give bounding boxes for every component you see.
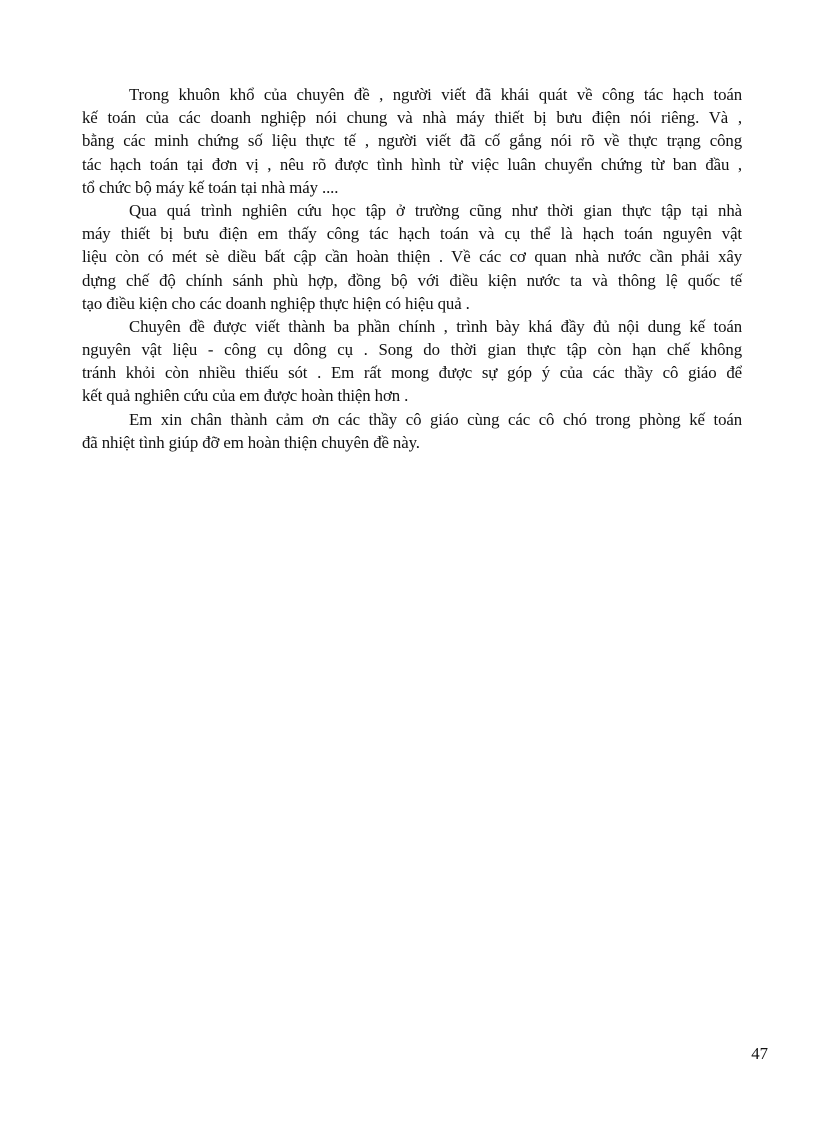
- paragraph-line: đã nhiệt tình giúp đỡ em hoàn thiện chuyên đề này.: [82, 432, 420, 452]
- paragraph-line: Chuyên đề được viết thành ba phần chính , trình bày khá đầy đủ nội dung kế toán: [129, 316, 742, 336]
- paragraph-2: [82, 199, 742, 315]
- paragraph-4: [82, 408, 742, 454]
- paragraph-line: dựng chế độ chính sánh phù hợp, đồng bộ với điều kiện nước ta và thông lệ quốc tế: [82, 270, 742, 290]
- paragraph-1: [82, 83, 742, 199]
- paragraph-line: máy thiết bị bưu điện em thấy công tác hạch toán và cụ thể là hạch toán nguyên vật: [82, 224, 742, 244]
- page-number: 47: [751, 1044, 768, 1063]
- paragraph-line: Qua quá trình nghiên cứu học tập ở trường cũng như thời gian thực tập tại nhà: [129, 200, 742, 220]
- paragraph-line: kết quả nghiên cứu của em được hoàn thiện hơn .: [82, 386, 409, 406]
- paragraph-line: Em xin chân thành cảm ơn các thầy cô giáo cùng các cô chó trong phòng kế toán: [129, 409, 742, 429]
- paragraph-line: tạo điều kiện cho các doanh nghiệp thực hiện có hiệu quả .: [82, 293, 470, 313]
- paragraph-line: tránh khỏi còn nhiều thiếu sót . Em rất mong được sự góp ý của các thầy cô giáo để: [82, 363, 742, 383]
- paragraph-line: tác hạch toán tại đơn vị , nêu rõ được tình hình từ việc luân chuyển chứng từ ban đầu ,: [82, 154, 742, 174]
- paragraph-line: bằng các minh chứng số liệu thực tế , người viết đã cố gắng nói rõ về thực trạng công: [82, 131, 742, 151]
- paragraph-3: [82, 315, 742, 408]
- paragraph-line: tổ chức bộ máy kế toán tại nhà máy ....: [82, 177, 339, 197]
- paragraph-line: Trong khuôn khổ của chuyên đề , người viết đã khái quát về công tác hạch toán: [129, 85, 742, 104]
- document-body: [82, 83, 742, 454]
- paragraph-line: kế toán của các doanh nghiệp nói chung và nhà máy thiết bị bưu điện nói riêng. Và ,: [82, 108, 742, 128]
- paragraph-line: nguyên vật liệu - công cụ dông cụ . Song do thời gian thực tập còn hạn chế không: [82, 340, 742, 360]
- paragraph-line: liệu còn có mét sè diều bất cập cần hoàn thiện . Về các cơ quan nhà nước cần phải xây: [82, 247, 742, 267]
